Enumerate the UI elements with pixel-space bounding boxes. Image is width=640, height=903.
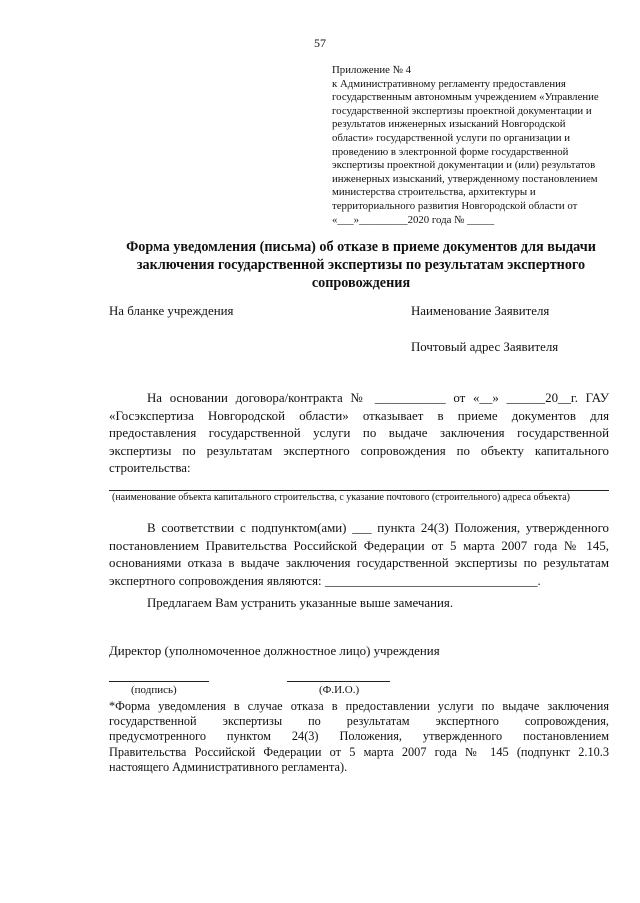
appendix-line: области» государственной услуги по организации и [332, 131, 571, 144]
object-name-caption: (наименование объекта капитального строительства, с указание почтового (строительного) адреса объекта) [112, 492, 570, 503]
page-number: 57 [314, 36, 326, 50]
footnote-line: предусмотренного пунктом 24(3) Положения, утвержденного постановлением [109, 729, 609, 744]
object-name-line [109, 490, 609, 491]
paragraph-line: предоставления государственной услуги по выдаче заключения государственной [109, 426, 609, 440]
footnote-line: Правительства Российской Федерации от 5 марта 2007 года № 145 (подпункт 2.10.3 [109, 744, 609, 759]
appendix-line: «___»_________2020 года № _____ [332, 213, 495, 226]
footnote-line: *Форма уведомления в случае отказа в предоставлении услуги по выдаче заключения [109, 699, 609, 713]
paragraph-line: строительства: [109, 461, 191, 475]
footnote-line: настоящего Административного регламента). [109, 759, 348, 774]
paragraph-remedy: Предлагаем Вам устранить указанные выше замечания. [147, 596, 454, 610]
paragraph-line: постановлением Правительства Российской Федерации от 5 марта 2007 года № 145, [109, 538, 609, 553]
paragraph-line: «Госэкспертиза Новгородской области» отказывает в приеме документов для [109, 408, 609, 423]
applicant-address-label: Почтовый адрес Заявителя [411, 340, 559, 354]
paragraph-line: экспертизы по результатам экспертного сопровождения по объекту капитального [109, 443, 609, 458]
appendix-line: государственной экспертизы проектной документации и [332, 104, 592, 117]
paragraph-line: В соответствии с подпунктом(ами) ___ пункта 24(3) Положения, утвержденного [147, 521, 609, 535]
form-title-line: сопровождения [311, 275, 411, 291]
appendix-line: министерства строительства, архитектуры и [332, 186, 536, 199]
applicant-name-label: Наименование Заявителя [411, 304, 550, 318]
paragraph-grounds [109, 520, 609, 590]
name-caption: (Ф.И.О.) [319, 684, 360, 696]
paragraph-line: На основании договора/контракта № ___________ от «__» ______20__г. ГАУ [147, 391, 609, 405]
paragraph-refusal [109, 390, 609, 478]
signature-line [109, 681, 209, 682]
appendix-line: экспертизы проектной документации и (или) результатов [332, 159, 596, 172]
name-line [287, 681, 390, 682]
appendix-line: территориального развития Новгородской области от [332, 199, 578, 212]
appendix-line: проведению в электронной форме государственной [332, 145, 569, 158]
form-title-line: заключения государственной экспертизы по результатам экспертного [136, 257, 586, 273]
appendix-block [332, 64, 612, 227]
appendix-line: результатов инженерных изысканий Новгородской [332, 118, 566, 131]
appendix-line: инженерных изысканий, утвержденному постановлением [332, 172, 598, 185]
form-title-line: Форма уведомления (письма) об отказе в приеме документов для выдачи [126, 239, 596, 255]
footnote [109, 699, 609, 775]
form-title [104, 238, 618, 292]
signature-caption: (подпись) [131, 684, 177, 696]
appendix-line: государственным автономным учреждением «Управление [332, 91, 599, 104]
letterhead-label: На бланке учреждения [109, 304, 234, 318]
appendix-title: Приложение № 4 [332, 64, 412, 76]
paragraph-line: экспертного сопровождения являются: _________________________________. [109, 573, 541, 588]
paragraph-line: основаниями отказа в выдаче заключения государственной экспертизы по результатам [109, 556, 609, 570]
appendix-line: к Административному регламенту предоставления [332, 77, 566, 90]
director-label: Директор (уполномоченное должностное лицо) учреждения [109, 644, 440, 658]
footnote-line: государственной экспертизы по результатам экспертного сопровождения, [109, 714, 609, 729]
